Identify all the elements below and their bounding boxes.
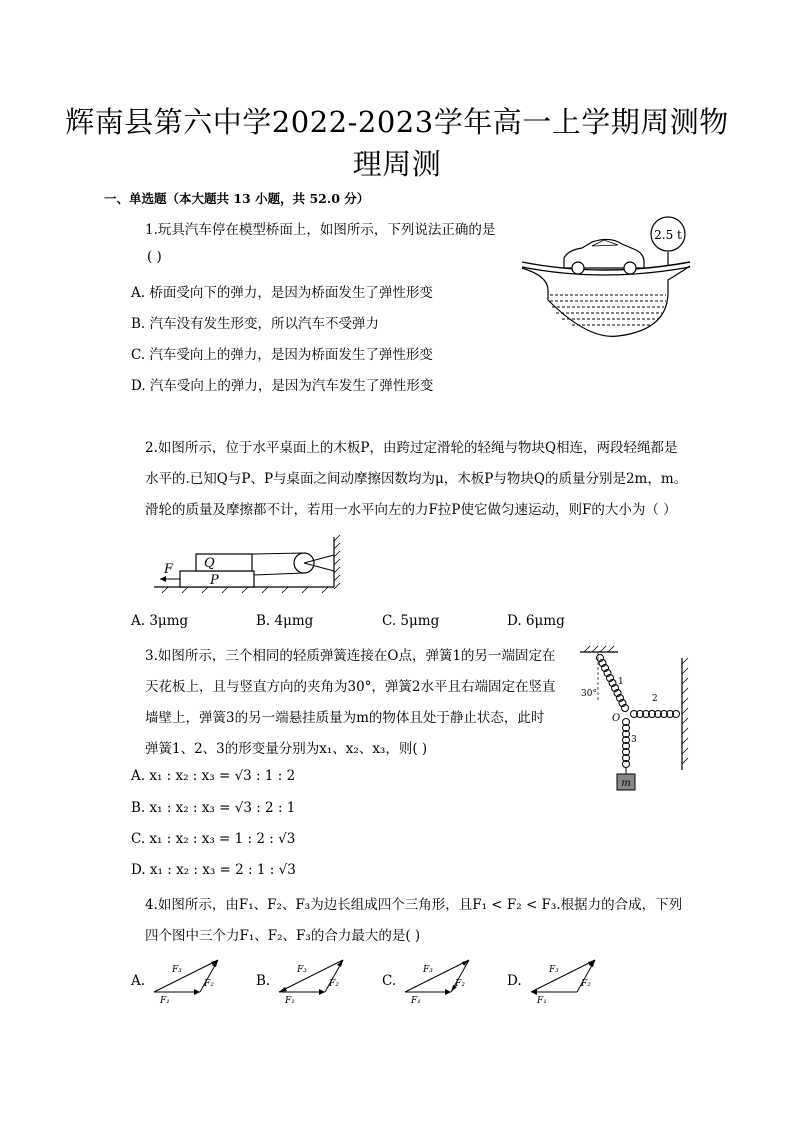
q4-option-a-label: A. <box>131 973 146 989</box>
q3-spring1-label: 1 <box>618 677 624 687</box>
q3-line3: 墙壁上，弹簧3的另一端悬挂质量为m的物体且处于静止状态，此时 <box>145 710 545 726</box>
q2-option-d: D. 6μmg <box>507 613 565 629</box>
q4d-f1-label: F₁ <box>537 996 547 1006</box>
q4-option-d-label: D. <box>507 973 522 989</box>
q3-option-b: B. x₁ : x₂ : x₃ = √3 : 2 : 1 <box>131 800 296 816</box>
q1-stem: 1.玩具汽车停在模型桥面上，如图所示，下列说法正确的是 <box>145 222 496 238</box>
q4d-f2-label: F₂ <box>581 979 591 989</box>
q3-spring-figure <box>578 644 693 794</box>
q3-spring2-label: 2 <box>652 694 658 704</box>
q4-triangle-c <box>399 955 477 1007</box>
q4b-f3-label: F₃ <box>297 965 307 975</box>
q3-line1: 3.如图所示，三个相同的轻质弹簧连接在O点，弹簧1的另一端固定在 <box>145 648 556 664</box>
q4-option-c-label: C. <box>382 973 397 989</box>
q4-triangle-a <box>148 955 226 1007</box>
q3-line4: 弹簧1、2、3的形变量分别为x₁、x₂、x₃，则( ) <box>145 741 428 757</box>
q1-stem-paren: ( ) <box>147 249 162 265</box>
q3-angle-label: 30° <box>581 689 597 699</box>
q1-sign-label: 2.5 t <box>654 228 682 242</box>
page-title-line1: 辉南县第六中学2022-2023学年高一上学期周测物 <box>65 105 729 139</box>
q3-spring3-label: 3 <box>631 735 637 745</box>
q4d-f3-label: F₃ <box>549 965 559 975</box>
q2-option-b: B. 4μmg <box>256 613 314 629</box>
q1-option-d: D. 汽车受向上的弹力，是因为汽车发生了弹性形变 <box>131 378 434 394</box>
q3-option-a: A. x₁ : x₂ : x₃ = √3 : 1 : 2 <box>131 768 296 784</box>
q4c-f3-label: F₃ <box>423 965 433 975</box>
q4b-f2-label: F₂ <box>329 979 339 989</box>
q4c-f2-label: F₂ <box>455 979 465 989</box>
q4-option-b-label: B. <box>256 973 271 989</box>
q2-label-q: Q <box>204 556 215 571</box>
page-title-line2: 理周测 <box>352 147 442 181</box>
q4a-f1-label: F₁ <box>160 996 170 1006</box>
q4c-f1-label: F₁ <box>411 996 421 1006</box>
q4a-f3-label: F₃ <box>172 965 182 975</box>
q2-pulley-figure <box>152 533 352 595</box>
q2-line2: 水平的.已知Q与P、P与桌面之间动摩擦因数均为μ，木板P与物块Q的质量分别是2m，m。 <box>145 471 688 487</box>
q2-label-p: P <box>210 573 219 588</box>
q4-triangle-b <box>273 955 351 1007</box>
q1-option-a: A. 桥面受向下的弹力，是因为桥面发生了弹性形变 <box>131 285 433 301</box>
q3-option-d: D. x₁ : x₂ : x₃ = 2 : 1 : √3 <box>131 862 296 878</box>
q4a-f2-label: F₂ <box>204 979 214 989</box>
q3-point-o-label: O <box>612 713 621 724</box>
q2-option-a: A. 3μmg <box>131 613 189 629</box>
q4-line2: 四个图中三个力F₁、F₂、F₃的合力最大的是( ) <box>145 928 421 944</box>
q1-bridge-figure <box>518 210 698 350</box>
section-heading: 一、单选题（本大题共 13 小题，共 52.0 分） <box>104 191 370 206</box>
q3-option-c: C. x₁ : x₂ : x₃ = 1 : 2 : √3 <box>131 831 296 847</box>
q2-line3: 滑轮的质量及摩擦都不计，若用一水平向左的力F拉P使它做匀速运动，则F的大小为（ ） <box>145 502 677 518</box>
q2-line1: 2.如图所示，位于水平桌面上的木板P，由跨过定滑轮的轻绳与物块Q相连，两段轻绳都是 <box>145 440 678 456</box>
q4-line1: 4.如图所示，由F₁、F₂、F₃为边长组成四个三角形，且F₁ < F₂ < F₃.根据力的合成，下列 <box>145 897 683 913</box>
q4-triangle-d <box>525 955 603 1007</box>
q4b-f1-label: F₁ <box>285 996 295 1006</box>
q1-option-c: C. 汽车受向上的弹力，是因为桥面发生了弹性形变 <box>131 347 433 363</box>
q2-label-f: F <box>164 562 174 577</box>
q3-line2: 天花板上，且与竖直方向的夹角为30°，弹簧2水平且右端固定在竖直 <box>145 679 556 695</box>
q3-mass-label: m <box>621 778 631 789</box>
q1-option-b: B. 汽车没有发生形变，所以汽车不受弹力 <box>131 316 380 332</box>
q2-option-c: C. 5μmg <box>382 613 440 629</box>
